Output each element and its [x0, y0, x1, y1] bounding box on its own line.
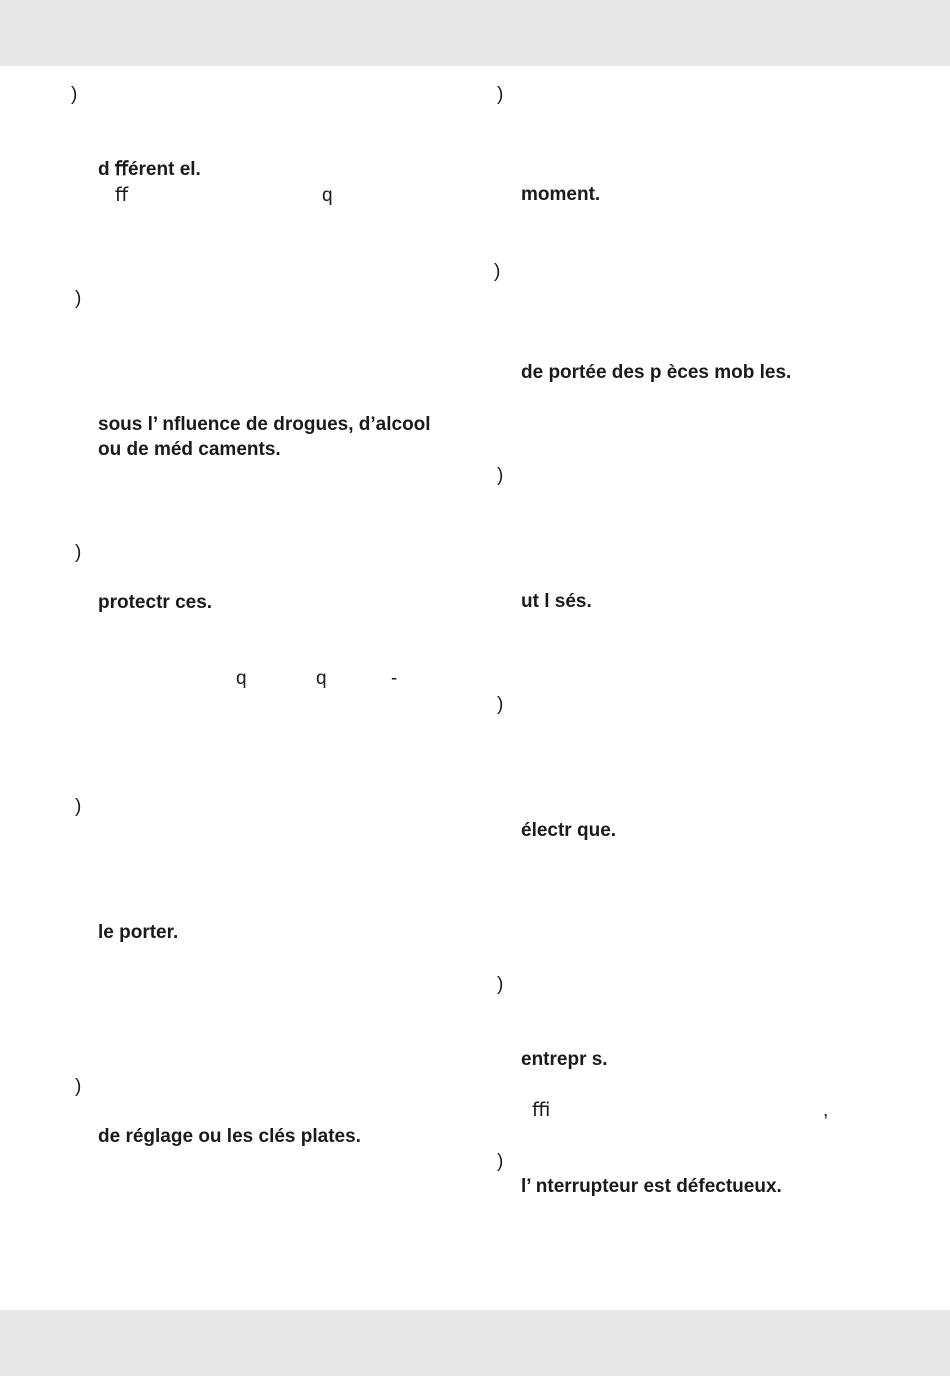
- right-fragment-5b: ,: [823, 1100, 829, 1121]
- left-marker-1: ): [71, 84, 78, 105]
- right-bold-text-4: électr que.: [521, 820, 617, 841]
- right-bold-text-6: l’ nterrupteur est défectueux.: [521, 1176, 782, 1197]
- left-fragment-1a: ﬀ: [115, 185, 129, 206]
- right-bold-text-3: ut l sés.: [521, 591, 592, 612]
- right-marker-1: ): [497, 84, 504, 105]
- left-bold-text-5: de réglage ou les clés plates.: [98, 1126, 361, 1147]
- left-bold-text-3: protectr ces.: [98, 592, 213, 613]
- right-marker-3: ): [497, 465, 504, 486]
- right-marker-4: ): [497, 694, 504, 715]
- left-fragment-3a: q: [236, 668, 247, 689]
- left-bold-text-1: d ﬀérent el.: [98, 159, 201, 180]
- right-bold-text-2: de portée des p èces mob les.: [521, 362, 792, 383]
- right-fragment-5a: ﬃ: [532, 1100, 551, 1121]
- header-band: [0, 0, 950, 66]
- left-marker-3: ): [75, 542, 82, 563]
- left-fragment-3b: q: [316, 668, 327, 689]
- footer-band: [0, 1310, 950, 1376]
- left-fragment-3c: -: [391, 668, 398, 689]
- left-fragment-1b: q: [322, 185, 333, 206]
- left-marker-2: ): [75, 288, 82, 309]
- left-bold-text-2b: ou de méd caments.: [98, 439, 281, 460]
- left-marker-4: ): [75, 796, 82, 817]
- right-bold-text-5: entrepr s.: [521, 1049, 608, 1070]
- right-marker-2: ): [494, 261, 501, 282]
- left-marker-5: ): [75, 1076, 82, 1097]
- right-bold-text-1: moment.: [521, 184, 601, 205]
- left-bold-text-4: le porter.: [98, 922, 179, 943]
- right-marker-5: ): [497, 974, 504, 995]
- left-bold-text-2a: sous l’ nfluence de drogues, d’alcool: [98, 414, 431, 435]
- right-marker-6: ): [497, 1151, 504, 1172]
